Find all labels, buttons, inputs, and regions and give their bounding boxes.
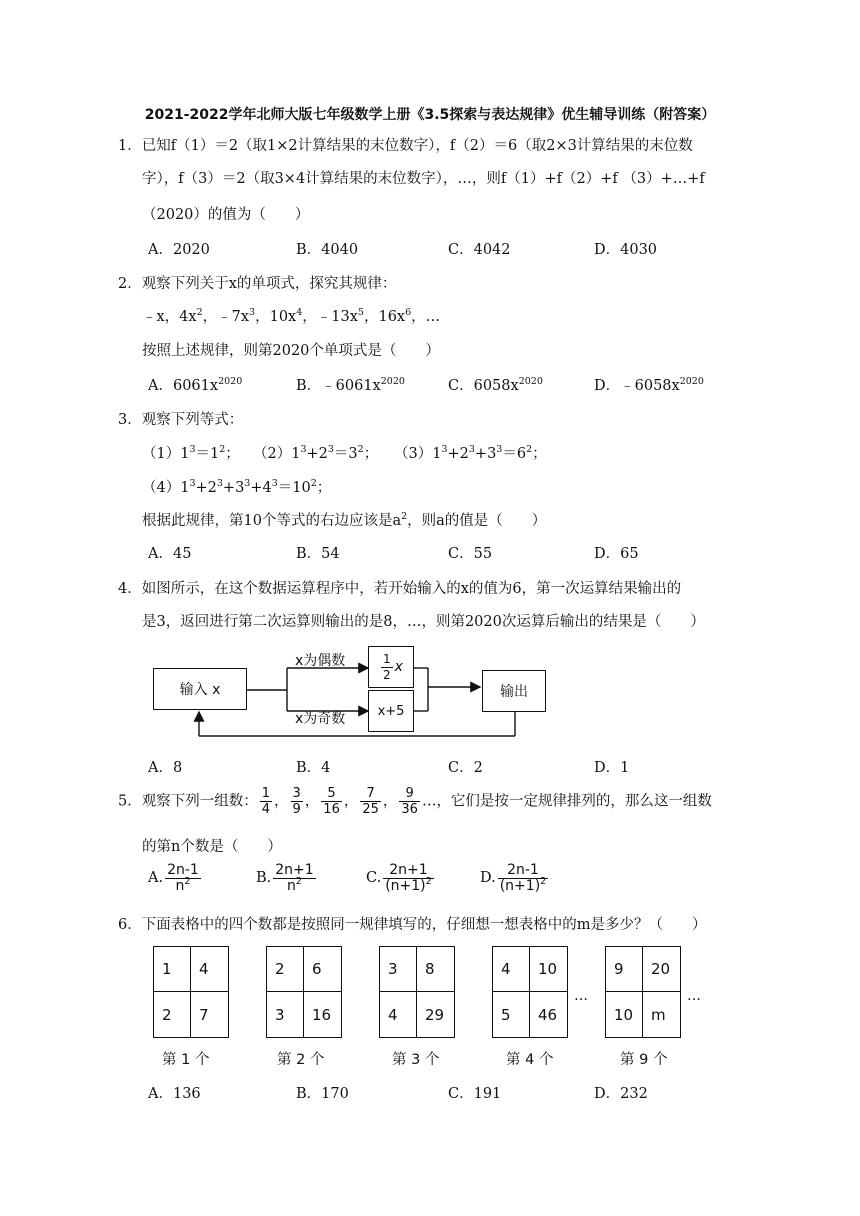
- q4-option-d: D．1: [594, 760, 630, 776]
- q6-line1: 6．下面表格中的四个数都是按照同一规律填写的，仔细想一想表格中的m是多少？（ ）: [118, 917, 707, 933]
- q1-option-c: C．4042: [448, 242, 511, 258]
- q6-grid-2: 2 6 3 16: [266, 946, 342, 1038]
- flow-output-label: 输出: [500, 684, 528, 700]
- q3-option-b: B．54: [296, 546, 340, 562]
- q3-equation-3: $(3)1^3+2^3+3^3=6^2$；: [394, 444, 547, 462]
- q2-series: ﹣x，$4x^2$，$﹣7x^3$，$10x^4$，$﹣13x^5$，$16x^6$，…: [142, 307, 441, 325]
- q6-option-d: D．232: [594, 1086, 648, 1102]
- q6-ellipsis-1: …: [574, 988, 588, 1004]
- q2-line3: 按照上述规律，则第2020个单项式是（ ）: [142, 343, 440, 359]
- q1-line3: （2020）的值为（ ）: [142, 207, 310, 223]
- q3-line1: 3．观察下列等式：: [118, 412, 244, 428]
- q3-equation-2: $(2)1^3+2^3=3^2$；: [253, 444, 379, 462]
- q6-option-c: C．191: [448, 1086, 502, 1102]
- q6-grid-1-label: 第 1 个: [162, 1052, 210, 1068]
- q6-grid-9: 9 20 10 m: [605, 946, 681, 1038]
- q3-equation-1: $(1)1^3=1^2$；: [142, 444, 240, 462]
- q2-option-a: A．$6061x^{2020}$: [148, 376, 243, 394]
- flow-half-var: x: [394, 659, 403, 675]
- q6-ellipsis-2: …: [687, 988, 701, 1004]
- flow-plus5-label: x+5: [377, 703, 405, 719]
- q6-grid-1: 1 4 2 7: [153, 946, 229, 1038]
- q1-line1: 1．已知f（1）＝2（取1×2计算结果的末位数字），f（2）＝6（取2×3计算结果的末位数: [118, 138, 693, 154]
- flow-output-box: [482, 670, 546, 712]
- flow-half-fraction: $\frac{1}{2}$: [383, 651, 391, 682]
- q6-grid-2-label: 第 2 个: [277, 1052, 325, 1068]
- q6-grid-4: 4 10 5 46: [492, 946, 568, 1038]
- q3-line4: 根据此规律，第10个等式的右边应该是$a^2$，则a的值是（ ）: [142, 511, 547, 529]
- q2-option-b: B．$﹣6061x^{2020}$: [296, 376, 405, 394]
- q5-line2: 的第n个数是（ ）: [142, 839, 282, 855]
- flow-input-box: [153, 668, 247, 710]
- q5-option-d: D. $\frac{2n-1}{(n+1)^2}$: [480, 861, 547, 894]
- q1-option-b: B．4040: [296, 242, 359, 258]
- flow-plus5-box: [368, 690, 414, 732]
- q2-option-c: C．$6058x^{2020}$: [448, 376, 543, 394]
- q5-fraction-3: $\frac{5}{16}$: [323, 786, 340, 817]
- q5-fraction-5: $\frac{9}{36}$: [401, 786, 418, 817]
- q3-option-a: A．45: [148, 546, 192, 562]
- q4-line2: 是3，返回进行第二次运算则输出的是8，…，则第2020次运算后输出的结果是（ ）: [142, 614, 705, 630]
- q2-line1: 2．观察下列关于x的单项式，探究其规律：: [118, 276, 397, 292]
- q3-equation-4: $(4)1^3+2^3+3^3+4^3=10^2$；: [142, 478, 332, 496]
- q3-option-d: D．65: [594, 546, 639, 562]
- q5-fraction-4: $\frac{7}{25}$: [362, 786, 379, 817]
- q6-option-a: A．136: [148, 1086, 201, 1102]
- q1-line2: 字），f（3）＝2（取3×4计算结果的末位数字），…，则f（1）+f（2）+f （3）+…+f: [142, 171, 705, 187]
- q6-grid-4-label: 第 4 个: [506, 1052, 554, 1068]
- q1-option-a: A．2020: [148, 242, 210, 258]
- q5-fraction-2: $\frac{3}{9}$: [292, 786, 301, 817]
- q4-option-b: B．4: [296, 760, 331, 776]
- q4-option-c: C．2: [448, 760, 483, 776]
- flow-odd-label: x为奇数: [295, 711, 346, 727]
- q6-grid-3: 3 8 4 29: [379, 946, 455, 1038]
- q5-option-b: B. $\frac{2n+1}{n^2}$: [256, 861, 314, 894]
- q4-line1: 4．如图所示，在这个数据运算程序中，若开始输入的x的值为6，第一次运算结果输出的: [118, 581, 682, 597]
- q5-fraction-1: $\frac{1}{4}$: [261, 786, 271, 817]
- flow-input-label: 输入 x: [179, 682, 221, 698]
- q6-grid-3-label: 第 3 个: [392, 1052, 440, 1068]
- q5-option-a: A. $\frac{2n-1}{n^2}$: [148, 861, 199, 894]
- q5-line1: 5．观察下列一组数： $\frac{1}{4}$ ， $\frac{3}{9}$ ， $\frac{5}{16}$ ， $\frac{7}{25}$ ， $\frac{9}{36}$ …，它们是按一定规律排列的，那么这一组数: [118, 786, 712, 817]
- q6-option-b: B．170: [296, 1086, 349, 1102]
- worksheet-title: 2021-2022学年北师大版七年级数学上册《3.5探索与表达规律》优生辅导训练（附答案）: [144, 107, 716, 123]
- q4-option-a: A．8: [148, 760, 183, 776]
- flow-even-label: x为偶数: [295, 653, 346, 669]
- q1-option-d: D．4030: [594, 242, 658, 258]
- q6-grid-9-label: 第 9 个: [620, 1052, 668, 1068]
- flow-half-box: [368, 646, 414, 688]
- q3-option-c: C．55: [448, 546, 493, 562]
- q2-option-d: D．$﹣6058x^{2020}$: [594, 376, 704, 394]
- q5-option-c: C. $\frac{2n+1}{(n+1)^2}$: [366, 861, 432, 894]
